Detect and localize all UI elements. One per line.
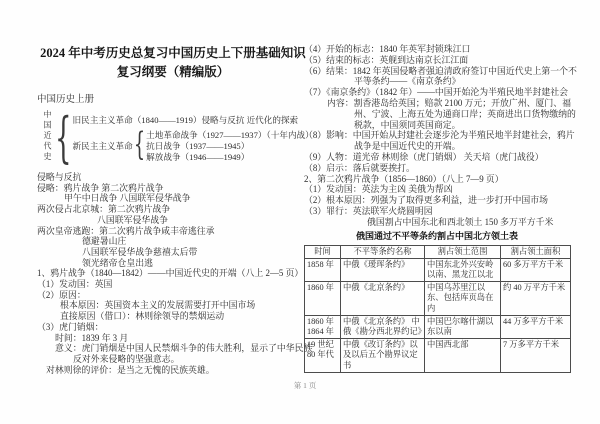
- numbered-heading: 1、鸦片战争（1840—1842）——中国近代史的开端（八上 2—5 页）: [37, 268, 304, 279]
- numbered-heading: 2、第二次鸦片战争（1856—1860）（八上 7—9 页）: [304, 173, 504, 184]
- text-line: （2）根本原因：列强为了取得更多利益，进一步打开中国市场: [304, 195, 549, 206]
- text-line: 税款，中国须同英国商定。: [354, 119, 461, 130]
- table-cell: 1858 年: [305, 258, 341, 281]
- table-header-cell: 割占领土范围: [425, 245, 501, 258]
- text-line: 战争是中国近代史的开端。: [354, 141, 461, 152]
- inner-brace: {: [133, 127, 146, 164]
- text-line: （6）结果：1842 年英国侵略者强迫清政府签订中国近代史上第一个不: [304, 65, 577, 76]
- table-cell: 7 万多平方千米: [501, 339, 571, 373]
- page-title: [37, 44, 309, 82]
- text-line: （8）启示：落后就要挨打。: [304, 162, 415, 173]
- text-line: （8）影响：中国开始从封建社会逐步沦为半殖民地半封建社会，鸦片: [304, 130, 575, 141]
- table-cell: 44 万多平方千米: [501, 315, 571, 338]
- text-line: 甲午中日战争 八国联军侵华战争: [64, 193, 191, 204]
- table-header-cell: 割占领土面积: [501, 245, 571, 258]
- text-line: 八国联军侵华战争: [97, 214, 168, 225]
- text-line: （1）发动国：英国: [37, 279, 113, 290]
- text-line: 对林则徐的评价：是当之无愧的民族英雄。: [46, 364, 215, 375]
- text-line: （3）罪行：英法联军火烧圆明园: [304, 205, 433, 216]
- table-header-row: [305, 245, 571, 258]
- text-line: （9）人物：道光帝 林则徐（虎门销烟） 关天培（虎门战役）: [304, 151, 544, 162]
- table-row: [305, 282, 571, 316]
- right-column: [304, 44, 592, 373]
- table-row: [305, 339, 571, 373]
- text-line: （4）开始的标志：1840 年英军封锁珠江口: [304, 44, 471, 54]
- outer-brace: {: [55, 107, 72, 171]
- book-section-label: 中国历史上册: [37, 95, 95, 105]
- text-line: （2）原因：: [37, 289, 86, 300]
- left-text-block: [37, 172, 313, 375]
- page-title-line1: 2024 年中考历史总复习中国历史上下册基础知识: [40, 46, 306, 60]
- table-cell: 60 多万平方千米: [501, 258, 571, 281]
- text-line: 平等条约——《南京条约》: [354, 76, 461, 87]
- text-line: （1）发动国：英法为主凶 美俄为帮凶: [304, 184, 453, 195]
- new-revolution-label: 新民主主义革命: [72, 140, 133, 151]
- table-cell: 1860 年: [305, 282, 341, 316]
- page-title-line2: 复习纲要（精编版）: [116, 65, 230, 79]
- text-line: 两次皇帝逃跑：第二次鸦片战争咸丰帝逃往承: [37, 225, 215, 236]
- era-diagram-body: [73, 115, 314, 162]
- war-line: 抗日战争（1937——1945）: [146, 141, 250, 152]
- text-line: 德避暑山庄: [82, 236, 127, 247]
- table-cell: 中国乌苏里江以东、包括库页岛在内: [425, 282, 501, 316]
- page-number: 第 1 页: [293, 381, 317, 390]
- table-cell: 中俄《北京条约》 中俄《勘分西北界约记》: [341, 315, 425, 338]
- table-row: [305, 258, 571, 281]
- table-cell: 中俄《改订条约》以及以后五个勘界议定书: [341, 339, 425, 373]
- table-cell: 中国巴尔喀什湖以东以南: [425, 315, 501, 338]
- text-line: 州、宁波、上海五处为通商口岸；英商进出口货物缴纳的: [354, 108, 576, 119]
- new-revolution-row: [72, 127, 314, 164]
- table-row: [305, 315, 571, 338]
- war-line: 解放战争（1946——1949）: [146, 151, 250, 162]
- table-cell: 19 世纪 80 年代: [305, 339, 341, 373]
- left-column: [37, 44, 314, 375]
- text-line: 八国联军侵华战争慈禧太后带: [82, 246, 198, 257]
- text-line: 直接原因（借口）：林则徐领导的禁烟运动: [60, 311, 225, 322]
- text-line: 俄国割占中国东北和西北领土 150 多万平方千米: [367, 216, 554, 227]
- text-line: 两次侵占北京城：第二次鸦片战争: [37, 204, 171, 215]
- table-cell: 1860 年 1864 年: [305, 315, 341, 338]
- new-revolution-wars: [146, 130, 314, 162]
- text-line: 侵略：鸦片战争 第二次鸦片战争: [37, 182, 164, 193]
- right-text-block: [304, 44, 592, 228]
- era-outline-diagram: [43, 107, 314, 171]
- text-line: 根本原因：英国资本主义的发展需要打开中国市场: [60, 300, 256, 311]
- section-heading: 侵略与反抗: [37, 172, 82, 182]
- table-header-cell: 不平等条约名称: [341, 245, 425, 258]
- era-vertical-label: 中国近代史: [43, 110, 52, 163]
- table-cell: 中俄《北京条约》: [341, 282, 425, 316]
- text-line: 反对外来侵略的坚强意志。: [73, 353, 180, 364]
- table-header-cell: 时间: [305, 245, 341, 258]
- old-revolution-line: 旧民主主义革命（1840——1919）侵略与反抗 近代化的探索: [72, 115, 299, 126]
- table-cell: 中俄《瑷珲条约》: [341, 258, 425, 281]
- treaty-table: [304, 245, 571, 373]
- text-line: （5）结束的标志：英舰到达南京长江江面: [304, 54, 469, 65]
- text-line: （7）《南京条约》（1842 年）——中国开始沦为半殖民地半封建社会: [304, 87, 569, 98]
- text-line: 时间：1839 年 3 月: [55, 332, 129, 343]
- text-line: 领光绪帝仓皇出逃: [82, 257, 153, 268]
- table-title: 俄国通过不平等条约割占中国北方领土表: [355, 230, 518, 241]
- text-line: （3）虎门销烟：: [37, 321, 104, 332]
- table-cell: 约 40 万平方千米: [501, 282, 571, 316]
- table-cell: 中国西北部: [425, 339, 501, 373]
- war-line: 土地革命战争（1927——1937）（十年内战）: [146, 130, 314, 141]
- table-cell: 中国东北外兴安岭以南、黑龙江以北: [425, 258, 501, 281]
- text-line: 意义：虎门销烟是中国人民禁烟斗争的伟大胜利，显示了中华民族: [55, 343, 313, 354]
- text-line: 内容：割香港岛给英国；赔款 2100 万元；开放广州、厦门、福: [327, 97, 572, 108]
